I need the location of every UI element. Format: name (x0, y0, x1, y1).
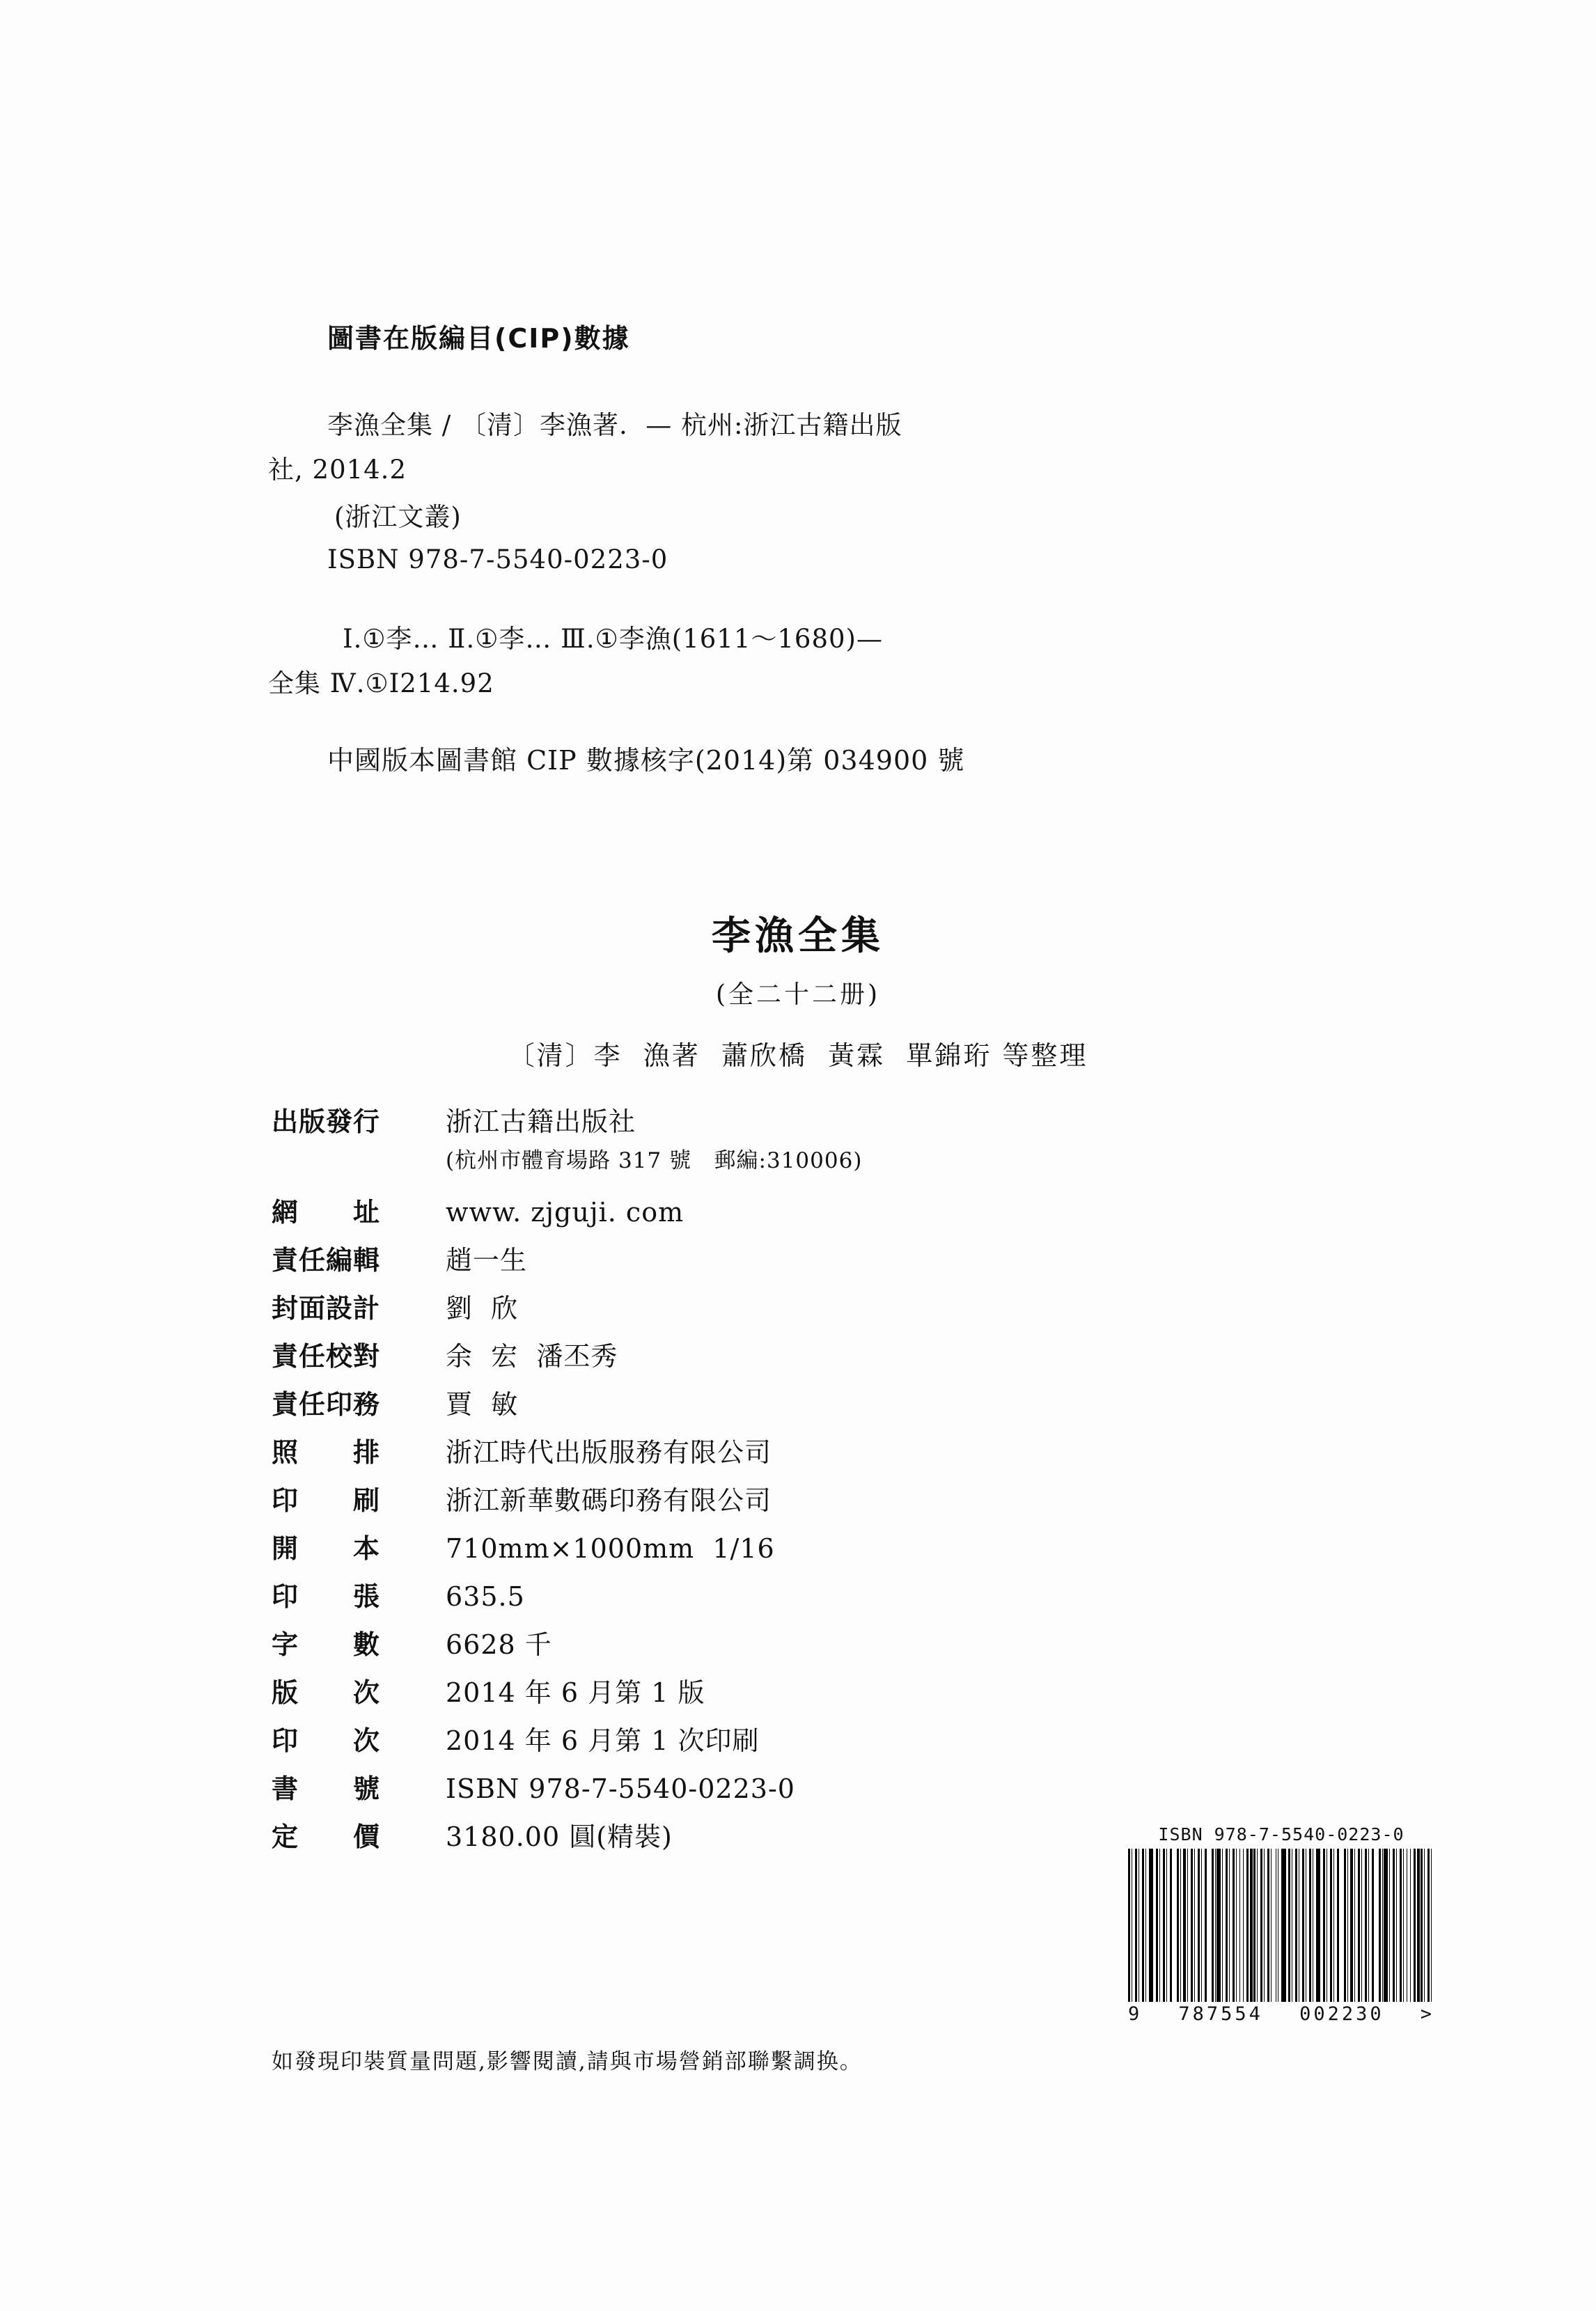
quality-notice: 如發現印裝質量問題,影響閱讀,請與市場營銷部聯繫調换。 (272, 2049, 863, 2074)
detail-label: 責任編輯 (272, 1245, 381, 1276)
barcode-digits (1128, 2003, 1434, 2025)
detail-label: 書 號 (272, 1773, 381, 1804)
publisher-address: (杭州市體育場路 317 號 郵編:310006) (446, 1148, 863, 1173)
detail-label: 印 張 (272, 1581, 381, 1612)
detail-label: 網 址 (272, 1197, 381, 1228)
barcode-group-1: 787554 (1178, 2003, 1263, 2025)
detail-value: 浙江新華數碼印務有限公司 (446, 1485, 772, 1516)
detail-label: 字 數 (272, 1629, 381, 1660)
detail-row-editor (272, 1239, 1316, 1277)
detail-row-proofreader (272, 1335, 1316, 1373)
cip-registry-line: 中國版本圖書館 CIP 數據核字(2014)第 034900 號 (327, 745, 965, 776)
barcode-bars (1128, 1849, 1434, 2002)
detail-row-typesetting (272, 1431, 1316, 1469)
cip-line-6: 全集 Ⅳ.①I214.92 (268, 668, 494, 698)
barcode-isbn-text: ISBN 978-7-5540-0223-0 (1158, 1824, 1405, 1844)
detail-row-format (272, 1527, 1316, 1565)
detail-value: 浙江時代出版服務有限公司 (446, 1437, 772, 1468)
detail-label: 印 刷 (272, 1485, 381, 1516)
detail-value: 2014 年 6 月第 1 版 (446, 1677, 705, 1708)
detail-row-printing-supervisor (272, 1383, 1316, 1421)
detail-value: 3180.00 圓(精裝) (446, 1822, 673, 1852)
detail-label: 照 排 (272, 1437, 381, 1468)
barcode (1128, 1824, 1434, 2025)
cip-line-2: 社, 2014.2 (268, 455, 407, 485)
cip-line-3: (浙江文叢) (334, 502, 462, 532)
barcode-right-mark: > (1420, 2003, 1434, 2025)
detail-value: 浙江古籍出版社 (446, 1106, 636, 1137)
detail-value: 趙一生 (446, 1245, 528, 1276)
detail-value: 劉 欣 (446, 1293, 519, 1324)
detail-label: 責任印務 (272, 1389, 381, 1420)
authors-line: 〔清〕李 漁著 蕭欣橋 黃霖 單錦珩 等整理 (508, 1040, 1088, 1071)
cip-heading: 圖書在版編目(CIP)數據 (327, 323, 630, 354)
detail-label: 責任校對 (272, 1341, 381, 1372)
detail-label: 印 次 (272, 1725, 381, 1756)
cip-isbn-line: ISBN 978-7-5540-0223-0 (327, 545, 668, 574)
detail-value: 賈 敏 (446, 1389, 519, 1420)
detail-row-printer (272, 1479, 1316, 1517)
detail-row-sheets (272, 1575, 1316, 1613)
detail-label: 定 價 (272, 1822, 381, 1852)
detail-value: 635.5 (446, 1581, 525, 1612)
detail-row-edition (272, 1671, 1316, 1709)
detail-row-cover-design (272, 1287, 1316, 1325)
detail-value: www. zjguji. com (446, 1197, 684, 1228)
barcode-group-2: 002230 (1299, 2003, 1384, 2025)
detail-value: ISBN 978-7-5540-0223-0 (446, 1773, 795, 1804)
detail-value: 6628 千 (446, 1629, 552, 1660)
volume-count: (全二十二册) (715, 980, 881, 1009)
detail-row-publisher (272, 1100, 1316, 1138)
page-title: 李漁全集 (712, 914, 884, 959)
cip-line-5: Ⅰ.①李… Ⅱ.①李… Ⅲ.①李漁(1611～1680)— (343, 624, 883, 654)
cip-block (268, 317, 1302, 777)
detail-row-website (272, 1191, 1316, 1229)
detail-label: 出版發行 (272, 1106, 381, 1137)
detail-row-impression (272, 1719, 1316, 1757)
detail-label: 開 本 (272, 1533, 381, 1564)
detail-row-isbn (272, 1767, 1316, 1805)
barcode-left-digit: 9 (1128, 2003, 1143, 2025)
detail-label: 封面設計 (272, 1293, 381, 1324)
detail-value: 2014 年 6 月第 1 次印刷 (446, 1725, 760, 1756)
detail-value: 余 宏 潘丕秀 (446, 1341, 618, 1372)
detail-label: 版 次 (272, 1677, 381, 1708)
detail-value: 710mm×1000mm 1/16 (446, 1533, 775, 1564)
detail-row-word-count (272, 1623, 1316, 1661)
publication-details (272, 1100, 1316, 1863)
cip-line-1: 李漁全集 / 〔清〕李漁著. — 杭州:浙江古籍出版 (327, 410, 902, 440)
